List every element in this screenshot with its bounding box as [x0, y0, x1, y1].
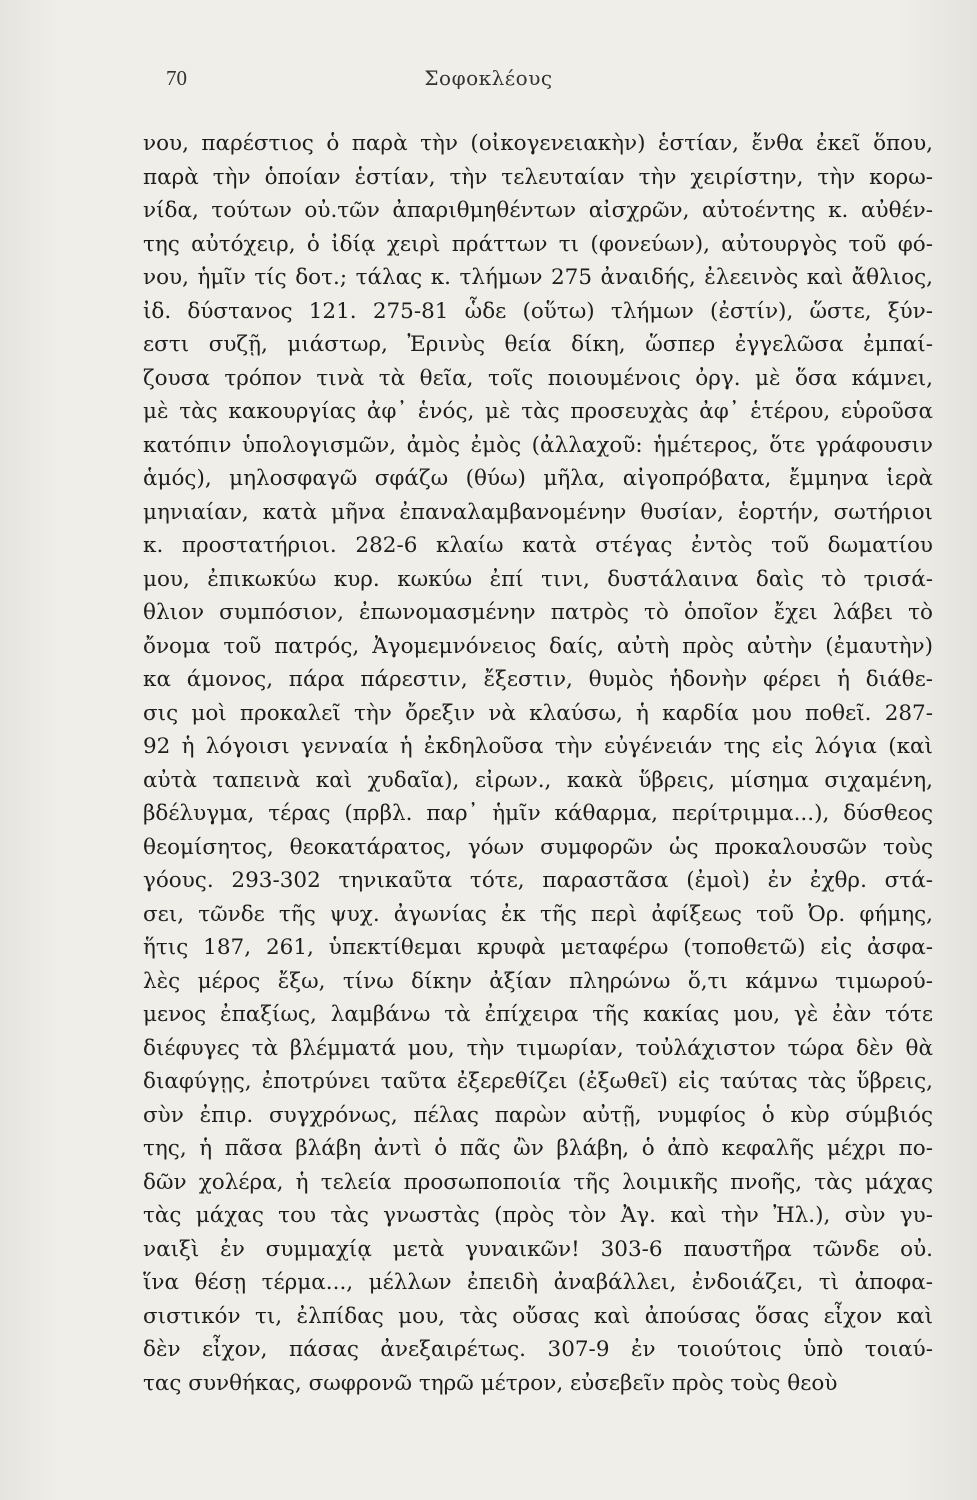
text-line: ἁμός), μηλοσφαγῶ σφάζω (θύω) μῆλα, αἰγοπρόβατα, ἔμμηνα ἱερὰ [143, 466, 933, 491]
text-line: βδέλυγμα, τέρας (πρβλ. παρ᾽ ἡμῖν κάθαρμα, περίτριμμα...), δύσθεος [143, 801, 933, 826]
text-line: διαφύγῃς, ἐποτρύνει ταῦτα ἐξερεθίζει (ἐξωθεῖ) εἰς ταύτας τὰς ὕβρεις, [143, 1069, 933, 1094]
text-line: μενος ἐπαξίως, λαμβάνω τὰ ἐπίχειρα τῆς κακίας μου, γὲ ἐὰν τότε [143, 1002, 933, 1027]
text-line: νου, παρέστιος ὁ παρὰ τὴν (οἰκογενειακὴν) ἑστίαν, ἔνθα ἐκεῖ ὅπου, [143, 131, 933, 156]
text-line: ὄνομα τοῦ πατρός, Ἀγομεμνόνειος δαίς, αὐτὴ πρὸς αὐτὴν (ἐμαυτὴν) [143, 633, 933, 659]
text-line: θεομίσητος, θεοκατάρατος, γόων συμφορῶν ὡς προκαλουσῶν τοὺς [143, 834, 933, 860]
text-line: ἵνα θέσῃ τέρμα..., μέλλων ἐπειδὴ ἀναβάλλει, ἐνδοιάζει, τὶ ἀποφα- [143, 1270, 933, 1295]
text-line: θλιον συμπόσιον, ἐπωνομασμένην πατρὸς τὸ ὁποῖον ἔχει λάβει τὸ [143, 600, 933, 625]
text-line: σὺν ἐπιρ. συγχρόνως, πέλας παρὼν αὐτῇ, νυμφίος ὁ κὺρ σύμβιός [143, 1102, 933, 1128]
text-line: κα άμονος, πάρα πάρεστιν, ἔξεστιν, θυμὸς ἡδονὴν φέρει ἡ διάθε- [143, 667, 933, 692]
running-title: Σοφοκλέους [424, 66, 553, 90]
text-line: ζουσα τρόπον τινὰ τὰ θεῖα, τοῖς ποιουμένοις ὀργ. μὲ ὅσα κάμνει, [143, 365, 933, 391]
text-line: δὲν εἶχον, πάσας ἀνεξαιρέτως. 307-9 ἐν τοιούτοις ὑπὸ τοιαύ- [143, 1337, 933, 1362]
text-line: διέφυγες τὰ βλέμματά μου, τὴν τιμωρίαν, τοὐλάχιστον τώρα δὲν θὰ [143, 1035, 933, 1061]
text-line: της αὐτόχειρ, ὁ ἰδίᾳ χειρὶ πράττων τι (φονεύων), αὐτουργὸς τοῦ φό- [143, 231, 933, 257]
text-line: σει, τῶνδε τῆς ψυχ. ἀγωνίας ἐκ τῆς περὶ ἀφίξεως τοῦ Ὀρ. φήμης, [143, 901, 933, 927]
text-line: εστι συζῇ, μιάστωρ, Ἐρινὺς θεία δίκη, ὥσπερ ἐγγελῶσα ἐμπαί- [143, 332, 933, 357]
text-line: ἰδ. δύστανος 121. 275-81 ὧδε (οὕτω) τλήμων (ἐστίν), ὥστε, ξύν- [143, 298, 933, 324]
text-line: ἥτις 187, 261, ὑπεκτίθεμαι κρυφὰ μεταφέρω (τοποθετῶ) εἰς ἀσφα- [143, 935, 933, 960]
text-line: κ. προστατήριοι. 282-6 κλαίω κατὰ στέγας ἐντὸς τοῦ δωματίου [143, 533, 933, 558]
text-line: σις μοὶ προκαλεῖ τὴν ὄρεξιν νὰ κλαύσω, ἡ καρδία μου ποθεῖ. 287- [143, 700, 933, 726]
text-line: τὰς μάχας του τὰς γνωστὰς (πρὸς τὸν Ἀγ. καὶ τὴν Ἠλ.), σὺν γυ- [143, 1203, 933, 1228]
text-line: 92 ἡ λόγοισι γενναία ἡ ἐκδηλοῦσα τὴν εὐγένειάν της εἰς λόγια (καὶ [143, 734, 933, 759]
text-line: της, ἡ πᾶσα βλάβη ἀντὶ ὁ πᾶς ὢν βλάβη, ὁ ἀπὸ κεφαλῆς μέχρι πο- [143, 1136, 933, 1161]
text-line: μὲ τὰς κακουργίας ἀφ᾽ ἑνός, μὲ τὰς προσευχὰς ἀφ᾽ ἑτέρου, εὑροῦσα [143, 399, 933, 424]
text-line: αὐτὰ ταπεινὰ καὶ χυδαῖα), εἰρων., κακὰ ὕβρεις, μίσημα σιχαμένη, [143, 767, 933, 793]
text-line: λὲς μέρος ἔξω, τίνω δίκην ἀξίαν πληρώνω ὅ,τι κάμνω τιμωρού- [143, 968, 933, 994]
text-line: δῶν χολέρα, ἡ τελεία προσωποποιία τῆς λοιμικῆς πνοῆς, τὰς μάχας [143, 1169, 933, 1195]
text-line: σιστικόν τι, ἐλπίδας μου, τὰς οὔσας καὶ ἀπούσας ὅσας εἶχον καὶ [143, 1303, 933, 1329]
text-line: μου, ἐπικωκύω κυρ. κωκύω ἐπί τινι, δυστάλαινα δαὶς τὸ τρισά- [143, 566, 933, 592]
text-line: παρὰ τὴν ὁποίαν ἑστίαν, τὴν τελευταίαν τὴν χειρίστην, τὴν κορω- [143, 164, 933, 190]
text-line: γόους. 293-302 τηνικαῦτα τότε, παραστᾶσα (ἐμοὶ) ἐν ἐχθρ. στά- [143, 868, 933, 893]
text-line: μηνιαίαν, κατὰ μῆνα ἐπαναλαμβανομένην θυσίαν, ἑορτήν, σωτήριοι [143, 499, 933, 525]
page-number: 70 [166, 66, 187, 90]
text-line: νου, ἡμῖν τίς δοτ.; τάλας κ. τλήμων 275 ἀναιδής, ἐλεεινὸς καὶ ἄθλιος, [143, 265, 933, 290]
commentary-text [143, 127, 933, 1400]
page-header [0, 66, 977, 98]
text-line: ναιξὶ ἐν συμμαχίᾳ μετὰ γυναικῶν! 303-6 παυστῆρα τῶνδε οὐ. [143, 1236, 933, 1262]
text-line: νίδα, τούτων οὐ.τῶν ἀπαριθμηθέντων αἰσχρῶν, αὐτοέντης κ. αὐθέν- [143, 198, 933, 223]
text-line: τας συνθήκας, σωφρονῶ τηρῶ μέτρον, εὐσεβεῖν πρὸς τοὺς θεοὺ [143, 1370, 838, 1396]
text-line: κατόπιν ὑπολογισμῶν, ἀμὸς ἐμὸς (ἀλλαχοῦ: ἡμέτερος, ὅτε γράφουσιν [143, 432, 933, 458]
